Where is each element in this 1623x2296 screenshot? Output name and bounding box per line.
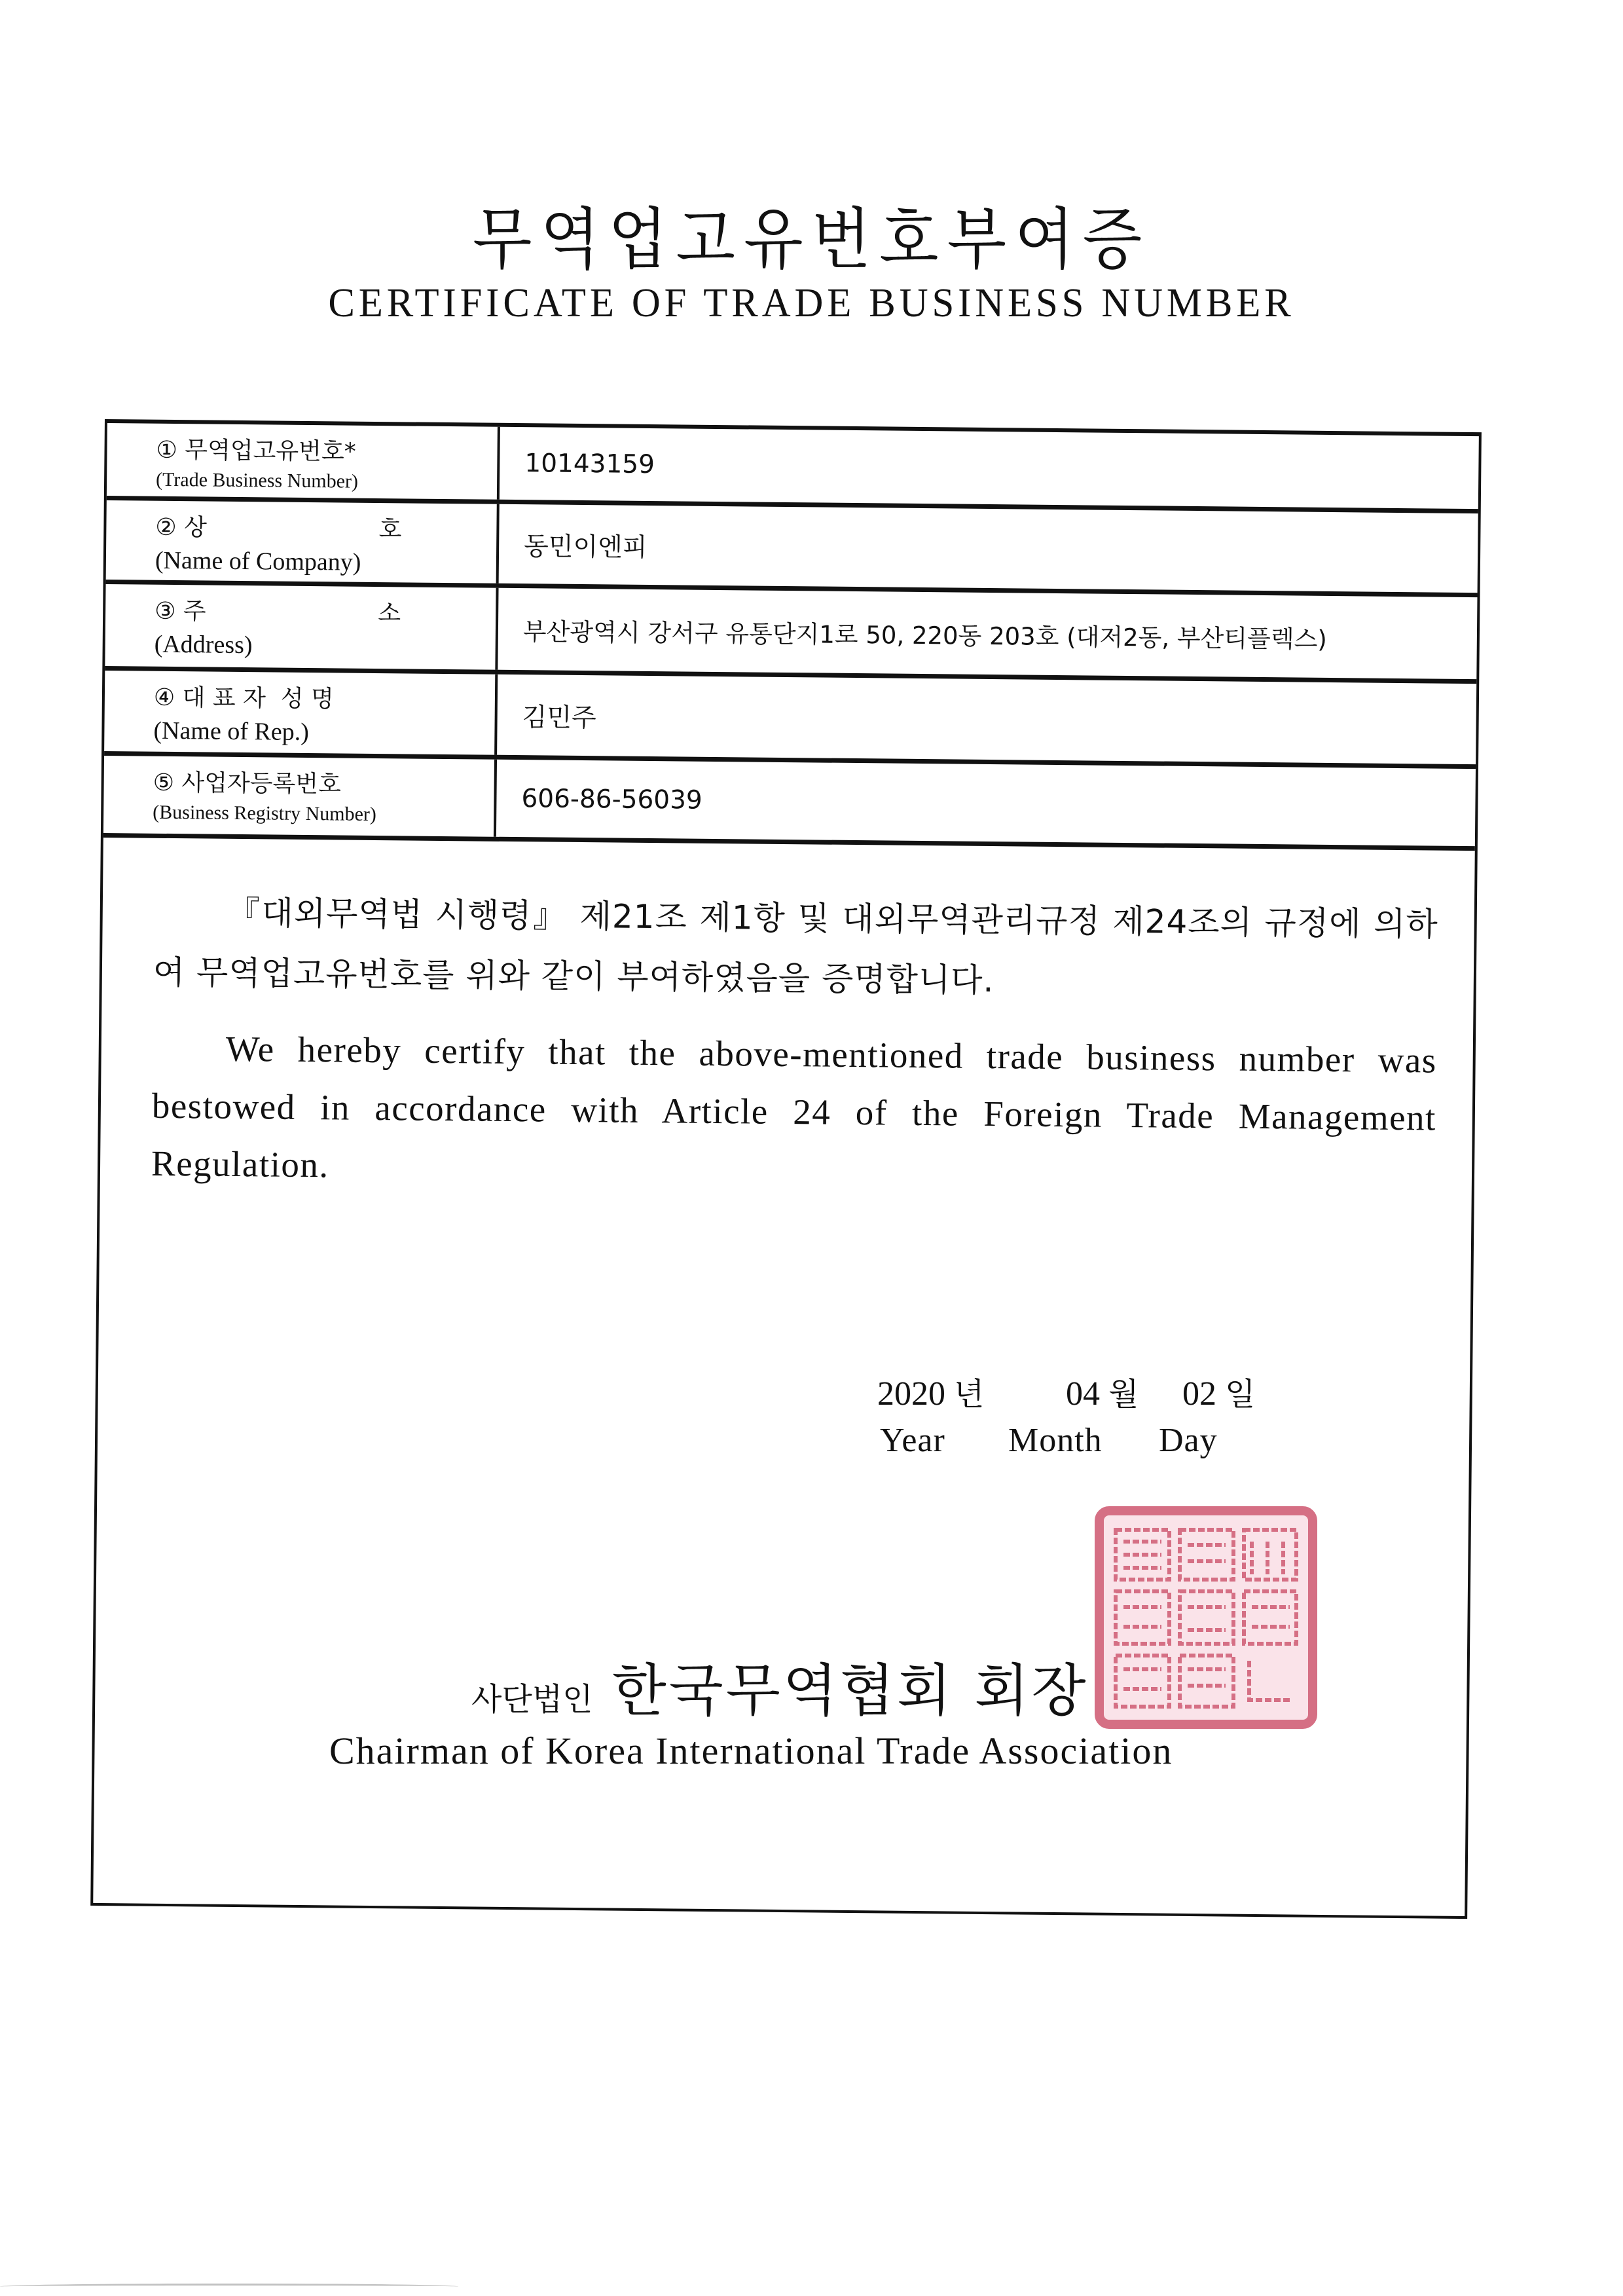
field-label-english: (Address) bbox=[154, 630, 253, 659]
field-row-representative-name bbox=[104, 671, 1476, 769]
field-label-english: (Name of Rep.) bbox=[153, 716, 310, 747]
field-label bbox=[107, 423, 500, 500]
business-registry-number-value: 606-86-56039 bbox=[521, 783, 702, 815]
company-name-value: 동민이엔피 bbox=[523, 531, 647, 563]
field-row-business-registry-number bbox=[103, 756, 1476, 851]
field-label-english: (Name of Company) bbox=[155, 546, 361, 576]
field-label bbox=[104, 671, 498, 755]
field-row-company-name bbox=[106, 500, 1478, 597]
field-number: ② bbox=[155, 513, 177, 542]
field-label-korean: 대 표 자 성 명 bbox=[182, 684, 334, 713]
field-label-korean: 주 bbox=[183, 598, 206, 625]
field-number: ③ bbox=[154, 597, 176, 625]
field-label-korean-end: 소 bbox=[378, 600, 401, 627]
issuer-prefix: 사단법인 bbox=[471, 1681, 593, 1718]
field-row-trade-business-number bbox=[107, 423, 1479, 513]
representative-name-value: 김민주 bbox=[522, 702, 596, 733]
date-day-label-korean: 일 bbox=[1225, 1376, 1256, 1413]
date-year-label-korean: 년 bbox=[954, 1376, 985, 1413]
date-day-label-english: Day bbox=[1159, 1422, 1218, 1459]
date-day: 02 bbox=[1182, 1375, 1216, 1413]
field-label bbox=[106, 500, 500, 583]
field-row-address bbox=[105, 584, 1477, 684]
statement-english: We hereby certify that the above-mentioned trade business number was bestowed in accordance with Article 24 of the Foreign Trade Management Regulation. bbox=[151, 1028, 1437, 1185]
document-title-english: CERTIFICATE OF TRADE BUSINESS NUMBER bbox=[328, 281, 1295, 325]
field-label-english: (Trade Business Number) bbox=[155, 468, 359, 492]
official-seal-stamp bbox=[1095, 1506, 1317, 1729]
statement-korean: 『대외무역법 시행령』 제21조 제1항 및 대외무역관리규정 제24조의 규정에 의하여 무역업고유번호를 위와 같이 부여하였음을 증명합니다. bbox=[153, 893, 1438, 1000]
date-year: 2020 bbox=[877, 1375, 945, 1413]
date-month-label-english: Month bbox=[1008, 1422, 1103, 1459]
field-number: ④ bbox=[153, 684, 175, 712]
date-year-label-english: Year bbox=[880, 1422, 945, 1459]
scan-edge-shadow bbox=[0, 2284, 458, 2289]
date-month-label-korean: 월 bbox=[1108, 1376, 1139, 1413]
document-title-korean: 무역업고유번호부여증 bbox=[472, 201, 1151, 279]
seal-glyph-icon bbox=[1104, 1515, 1308, 1720]
field-label-korean: 무역업고유번호* bbox=[185, 437, 356, 466]
address-value: 부산광역시 강서구 유통단지1로 50, 220동 203호 (대저2동, 부산티플렉스) bbox=[522, 617, 1328, 654]
field-label bbox=[103, 756, 497, 837]
field-label-english: (Business Registry Number) bbox=[153, 801, 377, 826]
field-label bbox=[105, 584, 498, 670]
issuer-name-english: Chairman of Korea International Trade Association bbox=[329, 1730, 1173, 1772]
date-month: 04 bbox=[1066, 1375, 1100, 1413]
field-label-korean: 사업자등록번호 bbox=[181, 769, 342, 798]
issuer-name-korean bbox=[471, 1645, 1089, 1726]
field-number: ⑤ bbox=[153, 769, 175, 797]
trade-business-number-value: 10143159 bbox=[524, 449, 655, 480]
field-label-korean-end: 호 bbox=[378, 516, 402, 544]
field-label-korean: 상 bbox=[183, 514, 208, 542]
field-number: ① bbox=[156, 436, 178, 464]
issuer-title: 한국무역협회 회장 bbox=[611, 1658, 1089, 1724]
